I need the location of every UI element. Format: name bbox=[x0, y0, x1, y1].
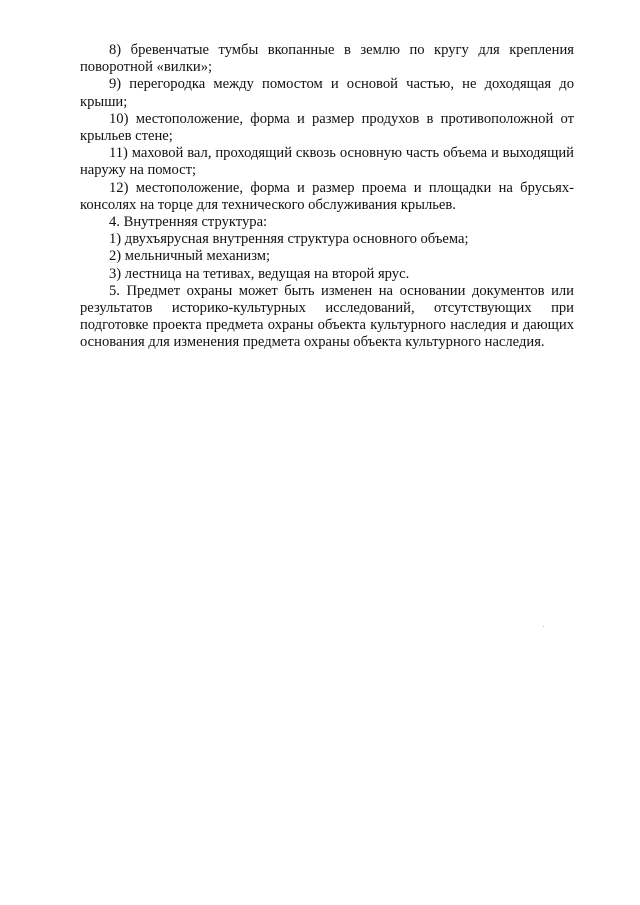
paragraph-item-11: 11) маховой вал, проходящий сквозь основную часть объема и выходящий наружу на помост; bbox=[80, 145, 574, 179]
scan-speck bbox=[543, 626, 544, 627]
paragraph-item-1: 1) двухъярусная внутренняя структура основного объема; bbox=[109, 231, 469, 248]
paragraph-item-3: 3) лестница на тетивах, ведущая на второй ярус. bbox=[109, 265, 410, 282]
paragraph-item-2: 2) мельничный механизм; bbox=[109, 248, 271, 265]
paragraph-item-8: 8) бревенчатые тумбы вкопанные в землю по кругу для крепления поворотной «вилки»; bbox=[80, 42, 574, 76]
paragraph-item-9: 9) перегородка между помостом и основой частью, не доходящая до крыши; bbox=[80, 76, 574, 110]
paragraph-item-12: 12) местоположение, форма и размер проема и площадки на брусьях-консолях на торце для технического обслуживания крыльев. bbox=[80, 179, 574, 213]
section-heading-internal-structure: 4. Внутренняя структура: bbox=[109, 214, 268, 231]
paragraph-item-10: 10) местоположение, форма и размер продухов в противоположной от крыльев стене; bbox=[80, 110, 574, 145]
section-paragraph-5: 5. Предмет охраны может быть изменен на основании документов или результатов историко-культурных исследований, отсутствующих при подготовке проекта предмета охраны объекта культурного наследия и дающих основания для изменения предмета охраны объекта культурного наследия. bbox=[80, 282, 574, 351]
document-body bbox=[80, 42, 574, 352]
